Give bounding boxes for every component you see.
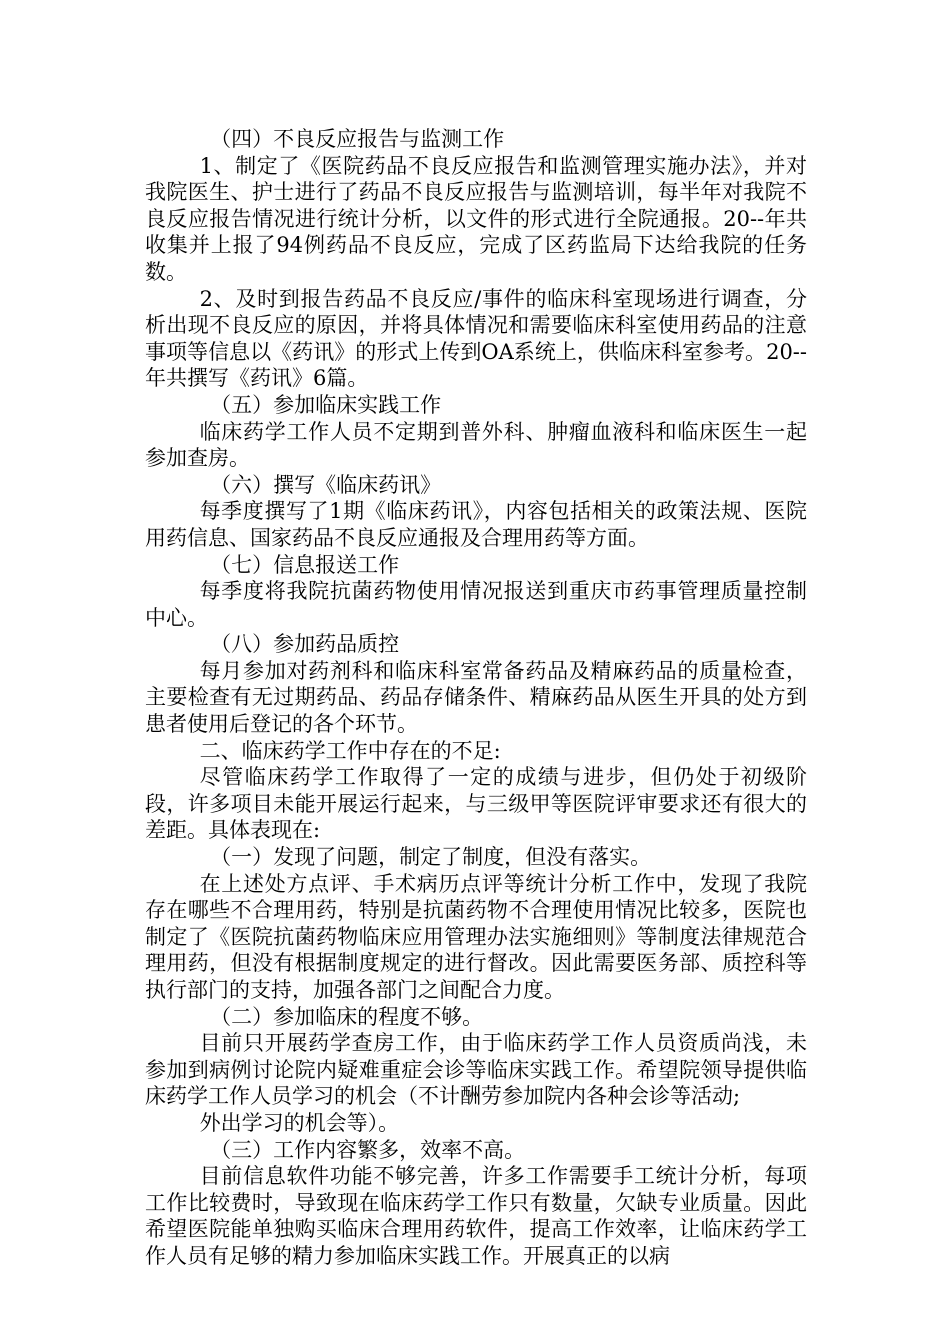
document-body	[145, 126, 807, 1270]
section-heading-8: （八）参加药品质控	[210, 632, 400, 657]
subsection-heading-3: （三）工作内容繁多，效率不高。	[210, 1137, 526, 1162]
paragraph-shortcomings-intro: 尽管临床药学工作取得了一定的成绩与进步，但仍处于初级阶段，许多项目未能开展运行起来，与三级甲等医院评审要求还有很大的差距。具体表现在:	[145, 765, 807, 843]
subsection-heading-2: （二）参加临床的程度不够。	[210, 1004, 484, 1029]
section-heading-4: （四）不良反应报告与监测工作	[210, 127, 505, 151]
section-heading-6: （六）撰写《临床药讯》	[210, 472, 442, 497]
paragraph-implementation: 在上述处方点评、手术病历点评等统计分析工作中，发现了我院存在哪些不合理用药，特别是抗菌药物不合理使用情况比较多，医院也制定了《医院抗菌药物临床应用管理办法实施细则》等制度法律规范合理用药，但没有根据制度规定的进行督改。因此需要医务部、质控科等执行部门的支持，加强各部门之间配合力度。	[145, 871, 807, 1002]
paragraph-efficiency: 目前信息软件功能不够完善，许多工作需要手工统计分析，每项工作比较费时，导致现在临床药学工作只有数量，欠缺专业质量。因此希望医院能单独购买临床合理用药软件，提高工作效率，让临床药学工作人员有足够的精力参加临床实践工作。开展真正的以病	[145, 1164, 807, 1268]
section-heading-5: （五）参加临床实践工作	[210, 392, 442, 417]
paragraph-adr-2: 2、及时到报告药品不良反应/事件的临床科室现场进行调查，分析出现不良反应的原因，并将具体情况和需要临床科室使用药品的注意事项等信息以《药讯》的形式上传到OA系统上，供临床科室参考。20--年共撰写《药讯》6篇。	[145, 286, 807, 391]
section-heading-7: （七）信息报送工作	[210, 552, 400, 577]
paragraph-adr-1: 1、制定了《医院药品不良反应报告和监测管理实施办法》，并对我院医生、护士进行了药品不良反应报告与监测培训，每半年对我院不良反应报告情况进行统计分析，以文件的形式进行全院通报。20--年共收集并上报了94例药品不良反应，完成了区药监局下达给我院的任务数。	[145, 153, 807, 284]
paragraph-quality-control: 每月参加对药剂科和临床科室常备药品及精麻药品的质量检查，主要检查有无过期药品、药品存储条件、精麻药品从医生开具的处方到患者使用后登记的各个环节。	[145, 658, 807, 737]
section-heading-shortcomings: 二、临床药学工作中存在的不足:	[199, 738, 501, 763]
paragraph-clinical-participation: 目前只开展药学查房工作，由于临床药学工作人员资质尚浅，未参加到病例讨论院内疑难重症会诊等临床实践工作。希望院领导提供临床药学工作人员学习的机会（不计酬劳参加院内各种会诊等活动;	[145, 1031, 807, 1109]
paragraph-newsletter: 每季度撰写了1期《临床药讯》，内容包括相关的政策法规、医院用药信息、国家药品不良反应通报及合理用药等方面。	[145, 499, 807, 550]
paragraph-info-report: 每季度将我院抗菌药物使用情况报送到重庆市药事管理质量控制中心。	[145, 579, 807, 630]
paragraph-learning-opportunities: 外出学习的机会等）。	[199, 1110, 400, 1135]
subsection-heading-1: （一）发现了问题，制定了制度，但没有落实。	[210, 845, 652, 870]
paragraph-clinical-practice: 临床药学工作人员不定期到普外科、肿瘤血液科和临床医生一起参加查房。	[145, 419, 807, 471]
